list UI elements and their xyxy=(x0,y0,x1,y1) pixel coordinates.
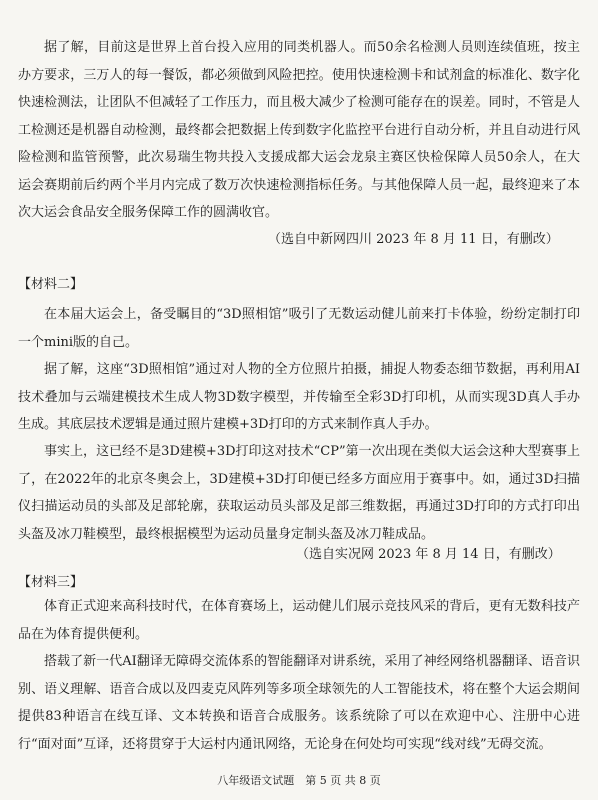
material2-source: （选自实况网 2023 年 8 月 14 日，有删改） xyxy=(296,547,561,562)
material2-heading: 【材料二】 xyxy=(18,277,84,292)
material2-paragraph-3: 事实上，这已经不是3D建模+3D打印这对技术“CP”第一次出现在类似大运会这种大型赛事上了，在2022年的北京冬奥会上，3D建模+3D打印便已经多方面应用于赛事中。如，通过3D扫描仪扫描运动员的头部及足部轮廓，获取运动员头部及足部三维数据，再通过3D打印的方式打印出头盔及冰刀鞋模型，最终根据模型为运动员量身定制头盔及冰刀鞋成品。 xyxy=(18,444,580,542)
material2-paragraph-2: 据了解，这座“3D照相馆”通过对人物的全方位照片拍摄，捕捉人物委态细节数据，再利用AI技术叠加与云端建模技术生成人物3D数字模型，并传输至全彩3D打印机，从而实现3D真人手办生成。其底层技术逻辑是通过照片建模+3D打印的方式来制作真人手办。 xyxy=(18,362,580,432)
material3-paragraph-1: 体育正式迎来高科技时代，在体育赛场上，运动健儿们展示竞技风采的背后，更有无数科技产品在为体育提供便利。 xyxy=(18,599,580,642)
page-footer: 八年级语文试题 第 5 页 共 8 页 xyxy=(217,774,381,787)
material3-heading: 【材料三】 xyxy=(18,575,84,590)
material3-paragraph-2: 搭载了新一代AI翻译无障碍交流体系的智能翻译对讲系统，采用了神经网络机器翻译、语音识别、语义理解、语音合成以及四麦克风阵列等多项全球领先的人工智能技术，将在整个大运会期间提供83种语言在线互译、文本转换和语音合成服务。该系统除了可以在欢迎中心、注册中心进行“面对面”互译，还将贯穿于大运村内通讯网络，无论身在何处均可实现“线对线”无碍交流。 xyxy=(18,654,580,752)
material1-source: （选自中新网四川 2023 年 8 月 11 日，有删改） xyxy=(268,232,559,247)
material2-paragraph-1: 在本届大运会上，备受瞩目的“3D照相馆”吸引了无数运动健儿前来打卡体验，纷纷定制打印一个mini版的自己。 xyxy=(18,307,580,350)
material1-paragraph: 据了解，目前这是世界上首台投入应用的同类机器人。而50余名检测人员则连续值班，按主办方要求，三万人的每一餐饭，都必须做到风险把控。使用快速检测卡和试剂盒的标准化、数字化快速检测法，让团队不但减轻了工作压力，而且极大减少了检测可能存在的误差。同时，不管是人工检测还是机器自动检测，最终都会把数据上传到数字化监控平台进行自动分析，并且自动进行风险检测和监管预警，此次易瑞生物共投入支援成都大运会龙泉主赛区快检保障人员50余人，在大运会赛期前后约两个半月内完成了数万次快速检测指标任务。与其他保障人员一起，最终迎来了本次大运会食品安全服务保障工作的圆满收官。 xyxy=(18,40,580,220)
